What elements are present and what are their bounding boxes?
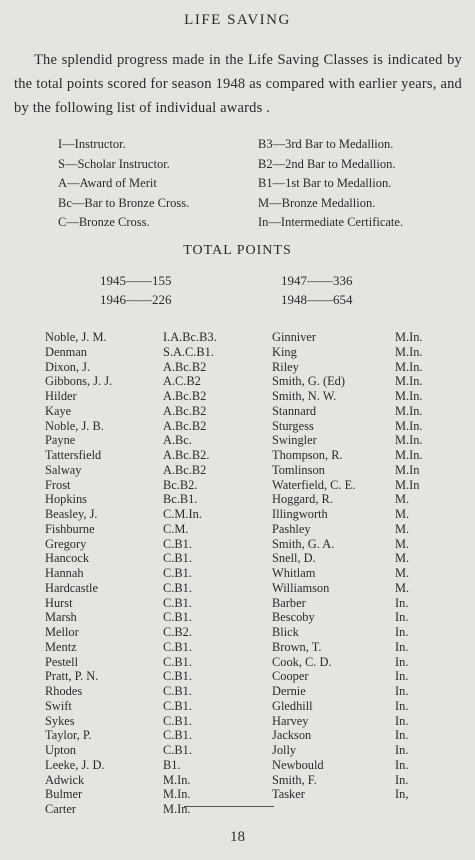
member-name: Newbould: [272, 757, 324, 772]
member-award: S.A.C.B1.: [163, 344, 214, 359]
member-name: Williamson: [272, 580, 330, 595]
member-award: A.Bc.B2: [163, 462, 207, 477]
season-total: 1945——155: [100, 273, 172, 288]
member-name: Brown, T.: [272, 639, 322, 654]
member-award: M.In.: [395, 330, 423, 344]
member-award: In.: [395, 654, 409, 669]
member-award: I.A.Bc.B3.: [163, 330, 217, 344]
member-award: C.B1.: [163, 595, 192, 610]
member-name: Barber: [272, 595, 306, 610]
season-total: 1947——336: [281, 273, 353, 288]
member-name: Hoggard, R.: [272, 492, 333, 507]
member-award: C.B1.: [163, 639, 192, 654]
member-award: M.In.: [395, 344, 423, 359]
legend-entry: A—Award of Merit: [58, 176, 157, 190]
member-award: C.B1.: [163, 551, 192, 566]
member-name: Harvey: [272, 713, 309, 728]
member-award: M.: [395, 507, 410, 521]
member-name: Hancock: [45, 551, 90, 566]
member-award: M.In: [395, 462, 420, 477]
member-name: Frost: [45, 477, 71, 492]
member-name: Smith, G. A.: [272, 536, 335, 551]
member-name: Dernie: [272, 684, 306, 698]
totals-right: [281, 271, 353, 309]
legend-entry: In—Intermediate Certificate.: [258, 215, 404, 229]
member-name: Payne: [45, 433, 76, 448]
member-name: Mellor: [45, 625, 79, 639]
member-name: Kaye: [45, 403, 72, 418]
member-name: Swift: [45, 698, 72, 713]
member-award: C.B1.: [163, 684, 192, 698]
legend-entry: C—Bronze Cross.: [58, 215, 150, 229]
member-name: Noble, J. M.: [45, 330, 107, 344]
member-name: Riley: [272, 359, 299, 374]
member-award: A.Bc.B2: [163, 389, 207, 403]
member-name: Gibbons, J. J.: [45, 374, 113, 389]
legend-entry: I—Instructor.: [58, 137, 126, 151]
member-award: In.: [395, 728, 409, 743]
member-name: Pratt, P. N.: [45, 669, 99, 684]
member-name: Jolly: [272, 743, 297, 757]
member-award: M.In.: [395, 389, 423, 403]
member-award: A.Bc.B2: [163, 359, 207, 374]
member-award: C.M.: [163, 521, 189, 536]
member-award: B1.: [163, 757, 181, 772]
member-award: M.In.: [395, 359, 423, 374]
member-name: Sykes: [45, 713, 75, 728]
intro-paragraph: The splendid progress made in the Life Saving Classes is indicated by the total points scored for season 1948 as compared with earlier years, and by the following list of individual awards .: [14, 52, 462, 116]
member-award: C.B1.: [163, 654, 192, 669]
page-number: 18: [230, 829, 245, 845]
member-award: M.In.: [163, 787, 191, 802]
member-name: Tasker: [272, 787, 305, 802]
page-title: LIFE SAVING: [184, 12, 291, 28]
member-name: Hopkins: [45, 492, 87, 507]
member-name: Salway: [45, 462, 82, 477]
member-name: Smith, G. (Ed): [272, 374, 345, 389]
roster-left-names: [45, 330, 112, 817]
member-award: M.: [395, 492, 410, 507]
member-name: Marsh: [45, 610, 77, 625]
member-name: Swingler: [272, 433, 317, 448]
member-name: Pestell: [45, 654, 79, 669]
member-award: M.In.: [163, 802, 191, 816]
member-name: Carter: [45, 802, 76, 816]
member-name: Dixon, J.: [45, 359, 91, 374]
member-award: M.In.: [395, 374, 423, 389]
member-award: In.: [395, 684, 409, 698]
member-name: Stannard: [272, 403, 317, 418]
member-name: Adwick: [45, 772, 85, 787]
member-name: Whitlam: [272, 566, 316, 580]
member-name: Hurst: [45, 595, 73, 610]
member-award: In.: [395, 772, 409, 787]
member-award: In.: [395, 713, 409, 728]
member-award: C.B1.: [163, 698, 192, 713]
member-award: C.B1.: [163, 536, 192, 551]
member-award: A.Bc.: [163, 433, 192, 448]
member-name: Ginniver: [272, 330, 317, 344]
member-award: M.: [395, 566, 410, 580]
member-name: Smith, N. W.: [272, 389, 337, 403]
member-award: A.C.B2: [163, 374, 201, 389]
member-name: Noble, J. B.: [45, 418, 104, 433]
member-name: Cook, C. D.: [272, 654, 332, 669]
member-name: Mentz: [45, 639, 77, 654]
roster-left-awards: [163, 330, 217, 817]
legend-entry: S—Scholar Instructor.: [58, 156, 170, 171]
member-award: Bc.B1.: [163, 492, 198, 507]
member-award: M.: [395, 521, 410, 536]
member-award: Bc.B2.: [163, 477, 198, 492]
member-name: Beasley, J.: [45, 507, 98, 521]
member-award: M.In.: [395, 403, 423, 418]
member-award: C.M.In.: [163, 507, 202, 521]
legend-entry: B2—2nd Bar to Medallion.: [258, 156, 396, 171]
member-award: C.B1.: [163, 580, 192, 595]
footer-rule: [184, 806, 274, 807]
legend-right: [258, 135, 403, 233]
member-award: M.In: [395, 477, 420, 492]
member-name: Fishburne: [45, 521, 95, 536]
member-name: Bulmer: [45, 787, 83, 802]
member-award: In.: [395, 743, 409, 757]
member-name: Rhodes: [45, 684, 83, 698]
roster-right-names: [272, 330, 355, 802]
member-name: Denman: [45, 344, 87, 359]
member-award: In.: [395, 669, 409, 684]
member-award: In.: [395, 698, 409, 713]
totals-left: [100, 271, 172, 309]
roster-right-awards: [395, 330, 423, 802]
legend-entry: B1—1st Bar to Medallion.: [258, 176, 392, 190]
member-name: Tomlinson: [272, 462, 325, 477]
member-name: Cooper: [272, 669, 309, 684]
member-name: Upton: [45, 743, 76, 757]
member-award: C.B1.: [163, 669, 192, 684]
member-award: M.: [395, 580, 410, 595]
legend-entry: M—Bronze Medallion.: [258, 195, 376, 210]
member-award: C.B1.: [163, 728, 192, 743]
member-award: M.In.: [395, 448, 423, 462]
legend-entry: Bc—Bar to Bronze Cross.: [58, 195, 190, 210]
member-award: In.: [395, 757, 409, 772]
member-name: Thompson, R.: [272, 448, 343, 462]
member-award: M.: [395, 536, 410, 551]
member-award: C.B1.: [163, 610, 192, 625]
member-award: M.In.: [395, 433, 423, 448]
legend-entry: B3—3rd Bar to Medallion.: [258, 137, 394, 151]
member-name: Sturgess: [272, 418, 314, 433]
member-name: Gledhill: [272, 698, 313, 713]
member-award: C.B2.: [163, 625, 192, 639]
member-award: M.: [395, 551, 410, 566]
member-name: Tattersfield: [45, 448, 102, 462]
member-name: Bescoby: [272, 610, 315, 625]
member-name: Jackson: [272, 728, 312, 743]
member-name: Hardcastle: [45, 580, 98, 595]
member-name: Gregory: [45, 536, 87, 551]
legend-left: [58, 135, 189, 233]
member-name: Hannah: [45, 566, 84, 580]
member-name: Waterfield, C. E.: [272, 477, 356, 492]
member-award: A.Bc.B2: [163, 418, 207, 433]
member-award: In.: [395, 595, 409, 610]
member-award: C.B1.: [163, 713, 192, 728]
season-total: 1946——226: [100, 292, 172, 307]
member-name: King: [272, 344, 297, 359]
member-award: C.B1.: [163, 743, 192, 757]
totals-heading: TOTAL POINTS: [183, 243, 292, 258]
member-award: A.Bc.B2.: [163, 448, 210, 462]
member-name: Hilder: [45, 389, 77, 403]
member-name: Pashley: [272, 521, 311, 536]
member-award: C.B1.: [163, 566, 192, 580]
member-award: M.In.: [163, 772, 191, 787]
member-name: Snell, D.: [272, 551, 316, 566]
member-award: In.: [395, 639, 409, 654]
member-award: A.Bc.B2: [163, 403, 207, 418]
member-award: In,: [395, 787, 409, 802]
member-name: Illingworth: [272, 507, 328, 521]
member-name: Blick: [272, 625, 299, 639]
season-total: 1948——654: [281, 292, 353, 307]
member-name: Taylor, P.: [45, 728, 92, 743]
member-name: Leeke, J. D.: [45, 757, 105, 772]
member-award: M.In.: [395, 418, 423, 433]
member-name: Smith, F.: [272, 772, 317, 787]
member-award: In.: [395, 625, 409, 639]
member-award: In.: [395, 610, 409, 625]
